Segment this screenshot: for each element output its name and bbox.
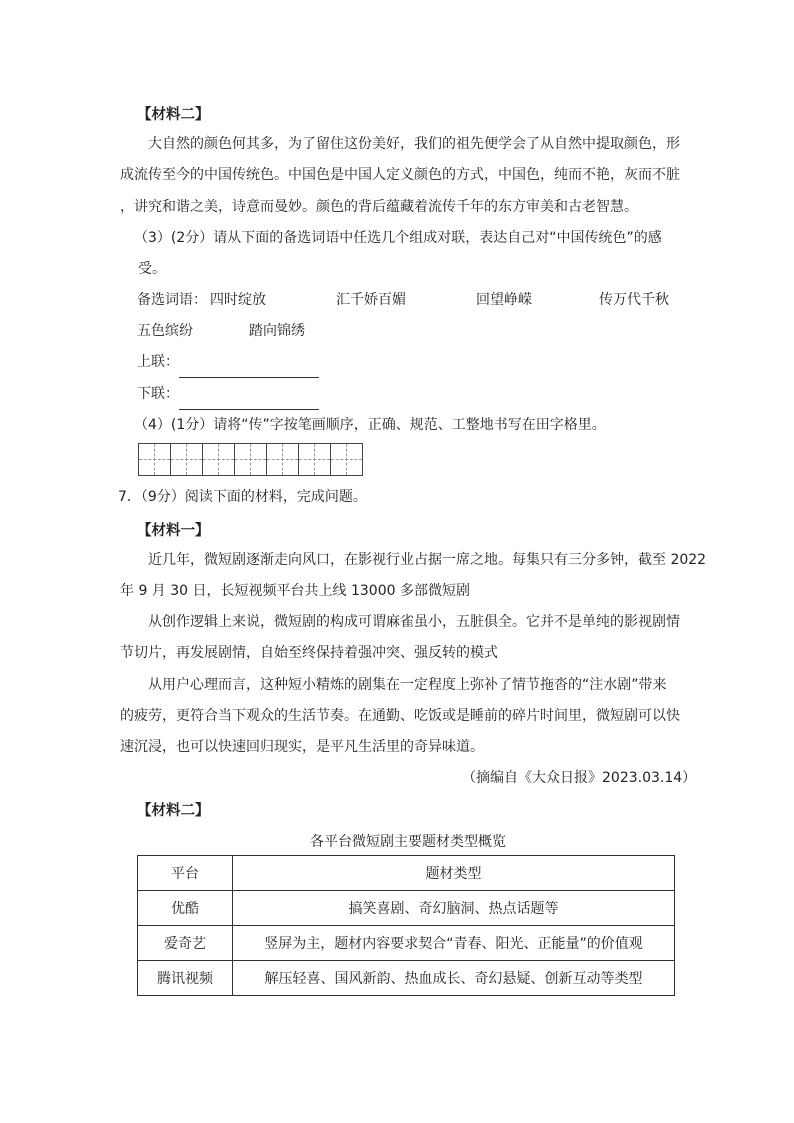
- table-cell-platform: 腾讯视频: [138, 961, 233, 996]
- question-7-text: 7．（9分）阅读下面的材料，完成问题。: [118, 489, 367, 505]
- tianzige-cell[interactable]: [138, 443, 171, 476]
- lower-couplet-blank[interactable]: [179, 393, 319, 410]
- material-two-b-title: 【材料二】: [137, 803, 210, 819]
- table-cell-genre: 搞笑喜剧、奇幻脑洞、热点话题等: [233, 891, 675, 926]
- material-two-line-2: 成流传至今的中国传统色。中国色是中国人定义颜色的方式，中国色，纯而不艳，灰而不脏: [120, 167, 680, 183]
- material-one-p1-line-1: 近几年，微短剧逐渐走向风口，在影视行业占据一席之地。每集只有三分多钟，截至 2022: [148, 552, 707, 568]
- upper-couplet-field[interactable]: [137, 346, 319, 378]
- material-one-p3-line-2: 的疲劳，更符合当下观众的生活节奏。在通勤、吃饭或是睡前的碎片时间里，微短剧可以快: [120, 708, 680, 724]
- platform-genre-table: [137, 855, 675, 996]
- material-two-line-1: 大自然的颜色何其多，为了留住这份美好，我们的祖先便学会了从自然中提取颜色，形: [148, 136, 680, 152]
- option-word-3: 回望峥嵘: [476, 292, 532, 308]
- lower-couplet-field[interactable]: [137, 378, 319, 410]
- table-row: [138, 891, 675, 926]
- table-cell-platform: 优酷: [138, 891, 233, 926]
- option-word-4: 传万代千秋: [599, 292, 669, 308]
- lower-couplet-label: 下联：: [137, 386, 179, 402]
- question-3-line-1: （3）(2分）请从下面的备选词语中任选几个组成对联，表达自己对“中国传统色”的感: [134, 230, 662, 246]
- options-label: 备选词语：: [137, 292, 207, 308]
- source-citation: （摘编自《大众日报》2023.03.14）: [462, 770, 697, 786]
- table-header-platform: 平台: [138, 856, 233, 891]
- material-one-p2-line-1: 从创作逻辑上来说，微短剧的构成可谓麻雀虽小，五脏俱全。它并不是单纯的影视剧情: [148, 614, 680, 630]
- tianzige-cell[interactable]: [234, 443, 267, 476]
- table-header-row: [138, 856, 675, 891]
- option-word-1: 四时绽放: [210, 292, 266, 308]
- option-word-5: 五色缤纷: [137, 323, 193, 339]
- tianzige-cell[interactable]: [170, 443, 203, 476]
- table-caption: 各平台微短剧主要题材类型概览: [310, 834, 506, 850]
- tianzige-cell[interactable]: [298, 443, 331, 476]
- table-cell-genre: 解压轻喜、国风新韵、热血成长、奇幻悬疑、创新互动等类型: [233, 961, 675, 996]
- option-word-2: 汇千娇百媚: [336, 292, 406, 308]
- table-cell-platform: 爱奇艺: [138, 926, 233, 961]
- tianzige-cell[interactable]: [202, 443, 235, 476]
- table-cell-genre: 竖屏为主，题材内容要求契合“青春、阳光、正能量”的价值观: [233, 926, 675, 961]
- option-word-6: 踏向锦绣: [249, 323, 305, 339]
- question-4-text: （4）(1分）请将“传”字按笔画顺序，正确、规范、工整地书写在田字格里。: [134, 417, 606, 433]
- table-row: [138, 926, 675, 961]
- table-row: [138, 961, 675, 996]
- material-two-title: 【材料二】: [137, 107, 210, 123]
- question-3-line-2: 受。: [138, 261, 166, 277]
- tianzige-grid[interactable]: [138, 443, 362, 476]
- material-one-p2-line-2: 节切片，再发展剧情，自始至终保持着强冲突、强反转的模式: [120, 645, 498, 661]
- tianzige-cell[interactable]: [266, 443, 299, 476]
- table-header-genre: 题材类型: [233, 856, 675, 891]
- material-one-title: 【材料一】: [137, 523, 210, 539]
- material-one-p3-line-3: 速沉浸，也可以快速回归现实，是平凡生活里的奇异味道。: [120, 739, 484, 755]
- tianzige-cell[interactable]: [330, 443, 363, 476]
- upper-couplet-label: 上联：: [137, 354, 179, 370]
- material-one-p1-line-2: 年 9 月 30 日，长短视频平台共上线 13000 多部微短剧: [120, 583, 470, 599]
- material-one-p3-line-1: 从用户心理而言，这种短小精炼的剧集在一定程度上弥补了情节拖沓的“注水剧”带来: [148, 677, 667, 693]
- upper-couplet-blank[interactable]: [179, 361, 319, 378]
- material-two-line-3: ，讲究和谐之美，诗意而曼妙。颜色的背后蕴藏着流传千年的东方审美和古老智慧。: [120, 199, 638, 215]
